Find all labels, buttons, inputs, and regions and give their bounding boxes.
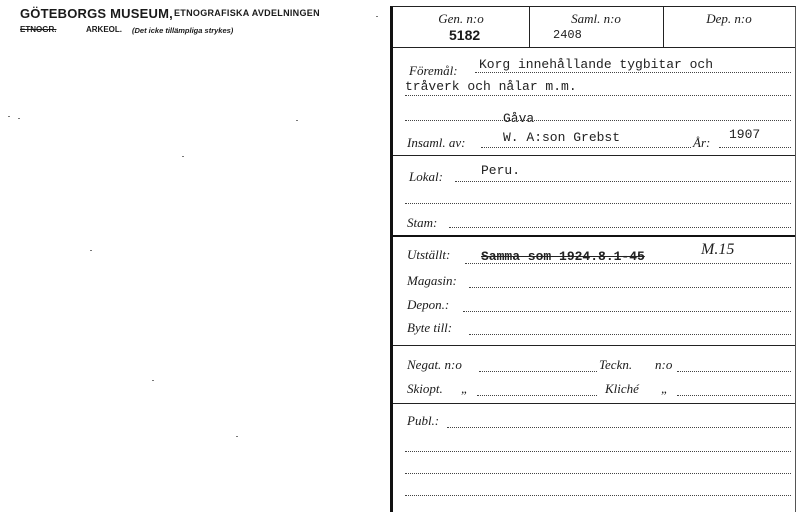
byte-label: Byte till: xyxy=(407,320,453,335)
divider xyxy=(393,47,795,48)
museum-name: GÖTEBORGS MUSEUM, xyxy=(20,6,173,21)
dotted-line xyxy=(469,334,791,335)
teckn-label: Teckn. xyxy=(599,357,633,372)
divider xyxy=(393,155,795,156)
dotted-line xyxy=(677,371,791,372)
dept-note: (Det icke tillämpliga strykes) xyxy=(132,26,234,35)
gava-text: Gåva xyxy=(503,111,535,126)
divider xyxy=(393,235,795,237)
lokal-value: Peru. xyxy=(481,163,521,178)
dotted-line xyxy=(405,495,791,496)
cliche-label: Kliché xyxy=(605,381,639,396)
teckn-no-label: n:o xyxy=(655,357,673,372)
magasin-label: Magasin: xyxy=(407,273,457,288)
dotted-line xyxy=(405,473,791,474)
cliche-ditto: „ xyxy=(661,381,669,396)
ar-label: År: xyxy=(693,135,711,150)
department-name: ETNOGRAFISKA AVDELNINGEN xyxy=(174,8,320,18)
publ-label: Publ.: xyxy=(407,413,440,428)
speck xyxy=(376,16,378,17)
dotted-line xyxy=(463,311,791,312)
insaml-value: W. A:son Grebst xyxy=(503,130,621,145)
catalog-card xyxy=(390,6,796,512)
stam-label: Stam: xyxy=(407,215,438,230)
speck xyxy=(18,118,20,119)
speck xyxy=(182,156,184,157)
dotted-line xyxy=(475,72,791,73)
negat-label: Negat. n:o xyxy=(407,357,462,372)
saml-label: Saml. n:o xyxy=(571,11,621,26)
foremal-line2: tråverk och nålar m.m. xyxy=(405,79,577,94)
dotted-line xyxy=(405,451,791,452)
dotted-line xyxy=(455,181,791,182)
saml-value: 2408 xyxy=(553,28,582,42)
dotted-line xyxy=(477,395,597,396)
speck xyxy=(152,380,154,381)
skiopt-label: Skiopt. xyxy=(407,381,443,396)
dotted-line xyxy=(469,287,791,288)
speck xyxy=(90,250,92,251)
utstallt-value: Samma som 1924.8.1-45 xyxy=(481,249,645,264)
depon-label: Depon.: xyxy=(407,297,450,312)
foremal-line1: Korg innehållande tygbitar och xyxy=(479,57,714,72)
ar-value: 1907 xyxy=(729,127,761,142)
dotted-line xyxy=(465,263,791,264)
gen-label: Gen. n:o xyxy=(438,11,484,26)
dotted-line xyxy=(719,147,791,148)
speck xyxy=(8,116,10,117)
insaml-label: Insaml. av: xyxy=(407,135,466,150)
dept-arkeol: ARKEOL. xyxy=(86,25,122,34)
foremal-label: Föremål: xyxy=(409,63,458,78)
speck xyxy=(236,436,238,437)
dotted-line xyxy=(447,427,791,428)
dep-label: Dep. n:o xyxy=(706,11,752,26)
gen-value: 5182 xyxy=(449,27,481,43)
dotted-line xyxy=(405,120,791,121)
dotted-line xyxy=(481,147,691,148)
dotted-line xyxy=(449,227,791,228)
dotted-line xyxy=(405,95,791,96)
speck xyxy=(296,120,298,121)
divider xyxy=(393,345,795,346)
divider xyxy=(393,403,795,404)
lokal-label: Lokal: xyxy=(409,169,443,184)
dotted-line xyxy=(677,395,791,396)
skiopt-ditto: „ xyxy=(461,381,469,396)
utstallt-handwritten: M.15 xyxy=(701,241,735,258)
dotted-line xyxy=(479,371,597,372)
dotted-line xyxy=(405,203,791,204)
utstallt-label: Utställt: xyxy=(407,247,451,262)
dept-etnogr: ETNOGR. xyxy=(20,25,57,34)
